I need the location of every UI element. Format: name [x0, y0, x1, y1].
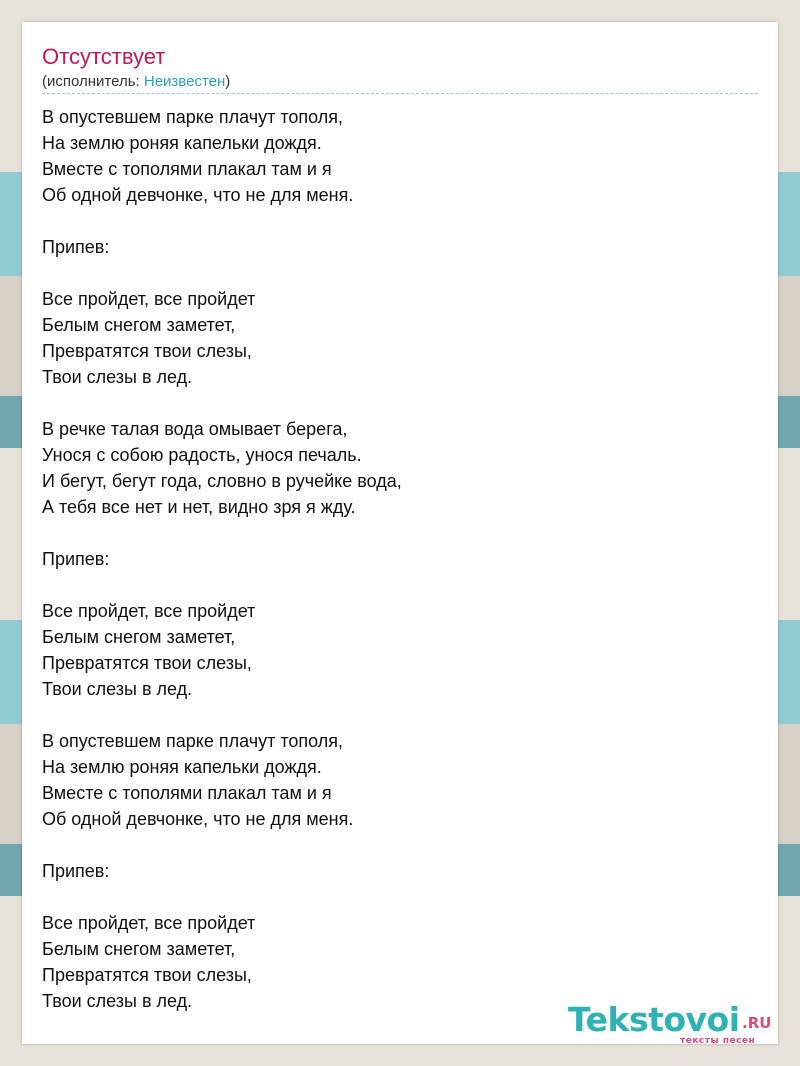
stanza-gap: [42, 260, 402, 286]
artist-link[interactable]: Неизвестен: [143, 73, 226, 90]
artist-suffix: ): [225, 73, 231, 90]
stanza-gap: [42, 884, 402, 910]
logo-tagline: тексты песен: [680, 1036, 756, 1046]
lyric-line: Белым снегом заметет,: [42, 315, 236, 335]
lyric-line: А тебя все нет и нет, видно зря я жду.: [42, 497, 356, 517]
lyrics-text: [42, 104, 402, 1014]
lyric-line: Превратятся твои слезы,: [42, 965, 252, 985]
lyric-line: Превратятся твои слезы,: [42, 341, 252, 361]
stanza-gap: [42, 572, 402, 598]
stanza-gap: [42, 208, 402, 234]
lyric-line: Твои слезы в лед.: [42, 367, 193, 387]
lyric-line: Об одной девчонке, что не для меня.: [42, 185, 354, 205]
lyric-line: Твои слезы в лед.: [42, 991, 193, 1011]
title-divider: [42, 93, 758, 94]
lyric-line: Припев:: [42, 861, 110, 881]
logo-wordmark: Tekstovoi: [568, 1000, 740, 1039]
lyric-line: Вместе с тополями плакал там и я: [42, 159, 332, 179]
lyric-line: Белым снегом заметет,: [42, 627, 236, 647]
artist-prefix: (исполнитель:: [42, 73, 144, 90]
artist-line: [42, 73, 230, 90]
lyric-line: Все пройдет, все пройдет: [42, 913, 256, 933]
lyric-line: И бегут, бегут года, словно в ручейке вода,: [42, 471, 402, 491]
song-title: Отсутствует: [42, 44, 166, 69]
lyric-line: Об одной девчонке, что не для меня.: [42, 809, 354, 829]
lyric-line: На землю роняя капельки дождя.: [42, 133, 322, 153]
lyric-line: В опустевшем парке плачут тополя,: [42, 107, 344, 127]
stanza-gap: [42, 832, 402, 858]
lyric-line: В речке талая вода омывает берега,: [42, 419, 348, 439]
lyrics-card: [22, 22, 778, 1044]
lyric-line: Все пройдет, все пройдет: [42, 289, 256, 309]
lyric-line: Превратятся твои слезы,: [42, 653, 252, 673]
lyric-line: Припев:: [42, 237, 110, 257]
lyric-line: В опустевшем парке плачут тополя,: [42, 731, 344, 751]
lyric-line: Белым снегом заметет,: [42, 939, 236, 959]
lyric-line: Припев:: [42, 549, 110, 569]
lyric-line: На землю роняя капельки дождя.: [42, 757, 322, 777]
lyric-line: Унося с собою радость, унося печаль.: [42, 445, 362, 465]
stanza-gap: [42, 702, 402, 728]
stanza-gap: [42, 520, 402, 546]
lyric-line: Все пройдет, все пройдет: [42, 601, 256, 621]
site-logo[interactable]: [568, 1000, 778, 1050]
stanza-gap: [42, 390, 402, 416]
lyric-line: Твои слезы в лед.: [42, 679, 193, 699]
lyric-line: Вместе с тополями плакал там и я: [42, 783, 332, 803]
logo-domain: .RU: [742, 1014, 772, 1032]
